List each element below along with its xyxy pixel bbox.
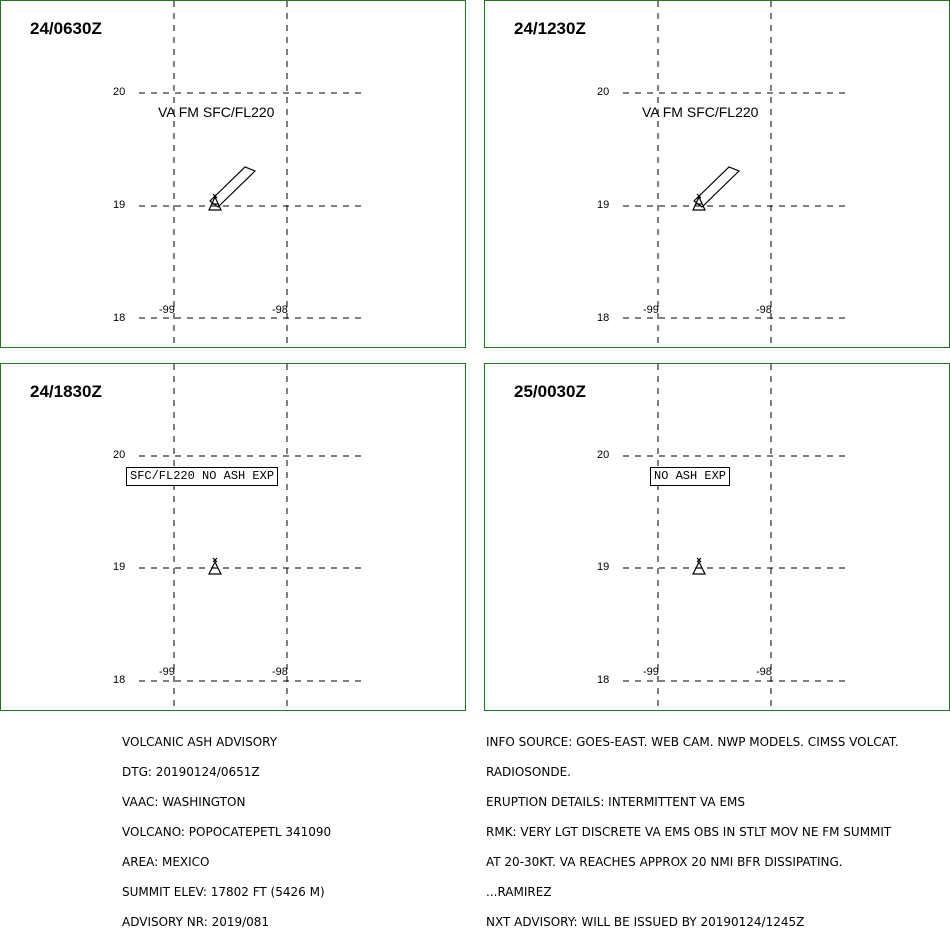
map-grid bbox=[1, 364, 467, 712]
no-ash-box-label: SFC/FL220 NO ASH EXP bbox=[126, 467, 278, 486]
lat-label-18: 18 bbox=[597, 674, 610, 686]
advisory-line: AREA: MEXICO bbox=[122, 855, 210, 869]
lon-label-98: -98 bbox=[756, 666, 772, 678]
lat-label-20: 20 bbox=[597, 449, 610, 461]
remarks-line: RADIOSONDE. bbox=[486, 765, 571, 779]
volcano-icon bbox=[693, 558, 705, 574]
forecast-panel-4 bbox=[484, 363, 950, 711]
panel-time: 24/1230Z bbox=[514, 19, 586, 38]
panel-time: 24/1830Z bbox=[30, 382, 102, 401]
lat-label-20: 20 bbox=[113, 86, 126, 98]
forecast-panel-2 bbox=[484, 0, 950, 348]
map-grid bbox=[1, 1, 467, 349]
lon-label-99: -99 bbox=[643, 304, 659, 316]
forecast-panel-3 bbox=[0, 363, 466, 711]
lat-label-18: 18 bbox=[597, 312, 610, 324]
remarks-line: ...RAMIREZ bbox=[486, 885, 552, 899]
lon-label-99: -99 bbox=[643, 666, 659, 678]
lon-label-98: -98 bbox=[756, 304, 772, 316]
lon-label-98: -98 bbox=[272, 666, 288, 678]
advisory-line: DTG: 20190124/0651Z bbox=[122, 765, 260, 779]
lat-label-18: 18 bbox=[113, 312, 126, 324]
map-grid bbox=[485, 364, 950, 712]
lat-label-18: 18 bbox=[113, 674, 126, 686]
forecast-panel-1 bbox=[0, 0, 466, 348]
lat-label-19: 19 bbox=[597, 199, 610, 211]
lat-label-20: 20 bbox=[113, 449, 126, 461]
advisory-header-block bbox=[122, 717, 331, 937]
advisory-line: VOLCANIC ASH ADVISORY bbox=[122, 735, 278, 749]
lon-label-99: -99 bbox=[159, 304, 175, 316]
advisory-line: VOLCANO: POPOCATEPETL 341090 bbox=[122, 825, 332, 839]
no-ash-box-label: NO ASH EXP bbox=[650, 467, 730, 486]
volcanic-ash-label: VA FM SFC/FL220 bbox=[158, 104, 275, 120]
remarks-line: INFO SOURCE: GOES-EAST. WEB CAM. NWP MODELS. CIMSS VOLCAT. bbox=[486, 735, 899, 749]
remarks-line: ERUPTION DETAILS: INTERMITTENT VA EMS bbox=[486, 795, 746, 809]
lat-label-19: 19 bbox=[113, 199, 126, 211]
remarks-line: NXT ADVISORY: WILL BE ISSUED BY 20190124/1245Z bbox=[486, 915, 805, 929]
advisory-line: ADVISORY NR: 2019/081 bbox=[122, 915, 270, 929]
advisory-remarks-block bbox=[486, 717, 899, 937]
lat-label-19: 19 bbox=[597, 561, 610, 573]
lat-label-19: 19 bbox=[113, 561, 126, 573]
lon-label-99: -99 bbox=[159, 666, 175, 678]
lat-label-20: 20 bbox=[597, 86, 610, 98]
remarks-line: AT 20-30KT. VA REACHES APPROX 20 NMI BFR DISSIPATING. bbox=[486, 855, 843, 869]
map-grid bbox=[485, 1, 950, 349]
remarks-line: RMK: VERY LGT DISCRETE VA EMS OBS IN STLT MOV NE FM SUMMIT bbox=[486, 825, 892, 839]
advisory-line: VAAC: WASHINGTON bbox=[122, 795, 246, 809]
volcanic-ash-label: VA FM SFC/FL220 bbox=[642, 104, 759, 120]
panel-time: 24/0630Z bbox=[30, 19, 102, 38]
advisory-line: SUMMIT ELEV: 17802 FT (5426 M) bbox=[122, 885, 325, 899]
lon-label-98: -98 bbox=[272, 304, 288, 316]
panel-time: 25/0030Z bbox=[514, 382, 586, 401]
volcano-icon bbox=[209, 558, 221, 574]
